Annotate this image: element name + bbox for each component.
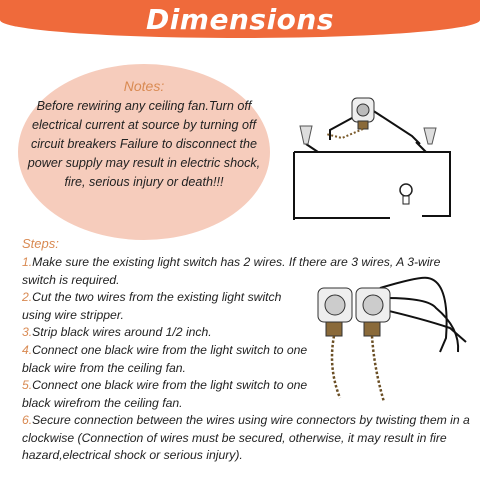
wire-stub (306, 142, 426, 152)
light-switch-icon (400, 184, 412, 204)
wiring-diagram (272, 90, 472, 220)
notes-body: Before rewiring any ceiling fan.Turn off electrical current at source by turning off circuit breakers Failure to disconnect the power supply may result in electric shock, fire, serious injury or death!!! (27, 99, 261, 189)
step-item: 1.Make sure the existing light switch has 2 wires. If there are 3 wires, A 3-wire switch is required. (22, 255, 441, 287)
step-item: 3.Strip black wires around 1/2 inch. (22, 325, 212, 339)
page-title: Dimensions (145, 3, 335, 36)
step-item: 6.Secure connection between the wires using wire connectors by twisting them in a clockwise (Connection of wires must be secured, otherwise, it may result in fire hazard,electrical shock or serious injury). (22, 413, 470, 462)
step-item: 5.Connect one black wire from the light switch to one black wirefrom the ceiling fan. (22, 378, 308, 410)
pull-chain-switches-image (310, 268, 470, 408)
step-item: 2.Cut the two wires from the existing light switch using wire stripper. (22, 290, 282, 322)
step-item: 4.Connect one black wire from the light switch to one black wire from the ceiling fan. (22, 343, 308, 375)
notes-heading: Notes: (123, 78, 165, 94)
steps-heading: Steps: (22, 236, 59, 251)
wire-path (294, 152, 450, 220)
wire-to-switch (330, 110, 420, 144)
switch-body-icon (318, 288, 390, 336)
chain-icon (332, 336, 384, 402)
